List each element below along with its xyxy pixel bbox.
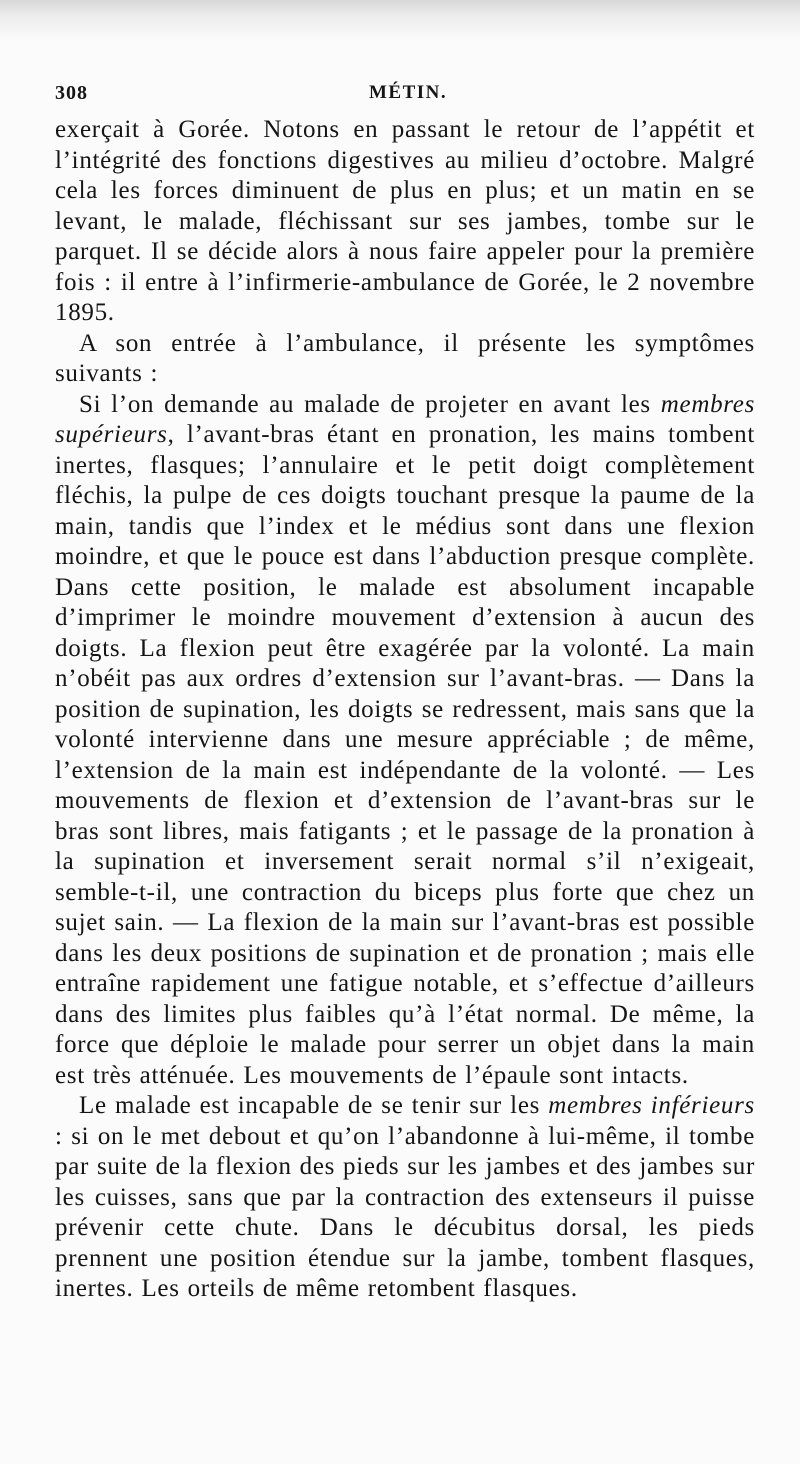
paragraph-text: Si l’on demande au malade de projeter en avant les (79, 390, 661, 418)
scan-top-edge (0, 0, 800, 40)
paragraph-text: A son entrée à l’ambulance, il présente les symptômes suivants : (55, 329, 755, 387)
paragraph (55, 329, 755, 390)
running-title: MÉTIN. (369, 82, 448, 103)
paragraph-text: Le malade est incapable de se tenir sur les (79, 1092, 549, 1119)
paragraph-text: , l’avant-bras étant en pronation, les mains tombent inertes, flasques; l’annulaire et le petit doigt complètement fléchis, la pulpe de ces doigts touchant presque la paume de la main, tandis que l’index et le médius sont dans une flexion moindre, et que le pouce est dans l’abduction presque complète. Dans cette position, le malade est absolument incapable d’imprimer le moindre mouvement d’extension à aucun des doigts. La flexion peut être exagérée par la volonté. La main n’obéit pas aux ordres d’extension sur l’avant-bras. — Dans la position de supination, les doigts se redressent, mais sans que la volonté intervienne dans une mesure appréciable ; de même, l’extension de la main est indépendante de la volonté. — Les mouvements de flexion et d’extension de l’avant-bras sur le bras sont libres, mais fatigants ; et le passage de la pronation à la supination et inversement serait normal s’il n’exigeait, semble-t-il, une contraction du biceps plus forte que chez un sujet sain. — La flexion de la main sur l’avant-bras est possible dans les deux positions de supination et de pronation ; mais elle entraîne rapidement une fatigue notable, et s’effectue d’ailleurs dans des limites plus faibles qu’à l’état normal. De même, la force que déploie le malade pour serrer un objet dans la main est très atténuée. Les mouvements de l’épaule sont intacts. (55, 421, 755, 1089)
paragraph (55, 1091, 755, 1305)
italic-term: membres inférieurs (548, 1092, 755, 1119)
page-number: 308 (55, 82, 88, 104)
paragraph (55, 390, 755, 1092)
paragraph-text: exerçait à Gorée. Notons en passant le retour de l’appétit et l’intégrité des fonctions digestives au milieu d’octobre. Malgré cela les forces diminuent de plus en plus; et un matin en se levant, le malade, fléchissant sur ses jambes, tombe sur le parquet. Il se décide alors à nous faire appeler pour la première fois : il entre à l’infirmerie-ambulance de Gorée, le 2 novembre 1895. (55, 116, 755, 326)
italic-term: membres supérieurs (55, 390, 755, 448)
body-text (55, 115, 755, 1305)
paragraph (55, 115, 755, 329)
paragraph-text: : si on le met debout et qu’on l’abandonne à lui-même, il tombe par suite de la flexion des pieds sur les jambes et des jambes sur les cuisses, sans que par la contraction des extenseurs il puisse prévenir cette chute. Dans le décubitus dorsal, les pieds prennent une position étendue sur la jambe, tombent flasques, inertes. Les orteils de même retombent flasques. (55, 1122, 756, 1302)
running-head (55, 82, 755, 110)
